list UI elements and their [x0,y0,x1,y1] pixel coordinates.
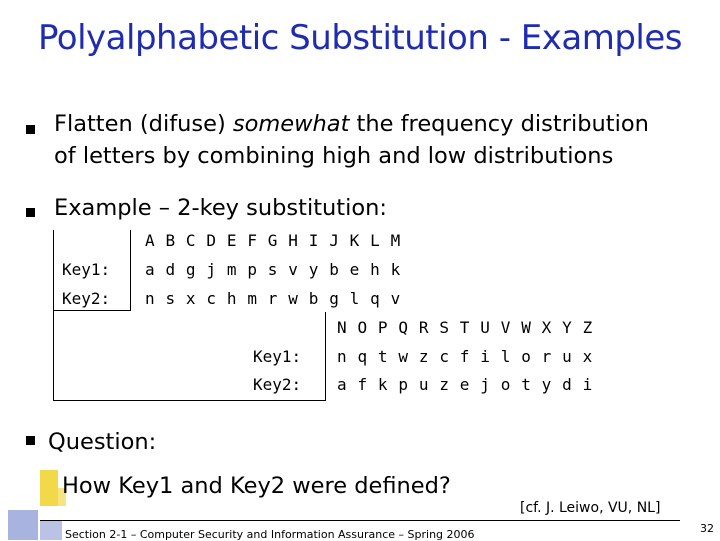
bullet-3-text: Question: [48,429,157,455]
table-border [53,310,54,400]
corner-decoration [40,520,62,540]
bullet-2-text: Example – 2-key substitution: [54,195,387,221]
table-border [130,230,131,310]
key1-label: Key1: [253,347,302,366]
bullet-1-pre: Flatten (difuse) [54,111,233,137]
slide-title: Polyalphabetic Substitution - Examples [38,18,682,58]
key2-label: Key2: [253,375,302,394]
key2-row-top: n s x c h m r w b g l q v [145,289,401,308]
bullet-marker [26,125,35,134]
question-text: How Key1 and Key2 were defined? [62,473,451,499]
alphabet-row-top: A B C D E F G H I J K L M [145,231,401,250]
bullet-marker [26,436,35,445]
key1-row-bottom: n q t w z c f i l o r u x [337,347,593,366]
bullet-1-text [54,108,714,140]
key1-row-top: a d g j m p s v y b e h k [145,260,401,279]
table-border [325,312,326,400]
table-border [53,400,326,401]
bullet-1-line2: of letters by combining high and low distributions [54,143,614,169]
footer-text: Section 2-1 – Computer Security and Information Assurance – Spring 2006 [65,528,475,541]
alphabet-row-bottom: N O P Q R S T U V W X Y Z [337,318,593,337]
footer-rule [40,520,680,521]
bullet-marker [26,208,35,217]
bullet-1-post: the frequency distribution [349,111,649,137]
key2-row-bottom: a f k p u z e j o t y d i [337,375,593,394]
key1-label: Key1: [62,260,111,279]
bullet-1-emphasis: somewhat [232,111,350,137]
corner-decoration [40,470,58,506]
corner-decoration [8,510,38,540]
key2-label: Key2: [62,289,111,308]
citation: [cf. J. Leiwo, VU, NL] [520,500,661,516]
table-border [53,230,54,310]
page-number: 32 [700,522,714,535]
